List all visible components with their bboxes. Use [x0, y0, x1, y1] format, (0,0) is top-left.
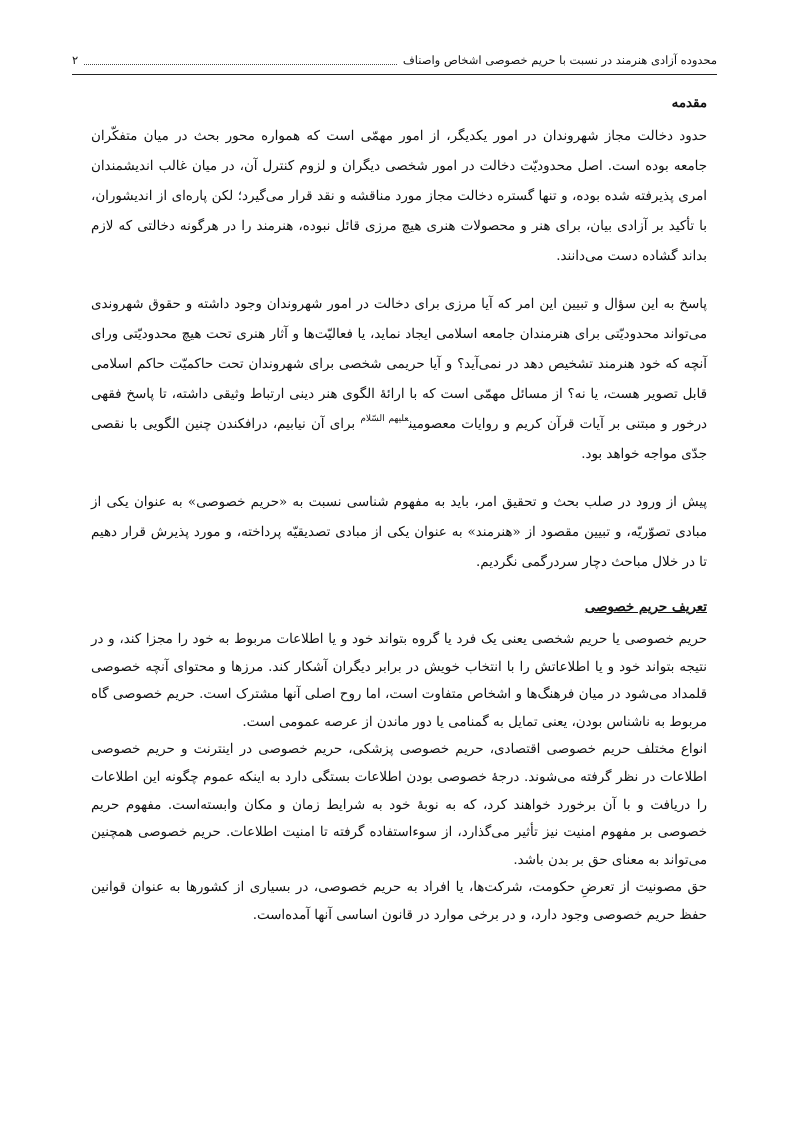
page-number: ۲ [72, 53, 79, 67]
header-dot-leader [84, 56, 397, 65]
header-title: محدوده آزادی هنرمند در نسبت با حریم خصوصی اشخاص واصناف [402, 53, 717, 67]
intro-paragraph-2-text: پاسخ به این سؤال و تبیین این امر که آیا مرزی برای دخالت در امور شهروندان وجود داشته و حقوق شهروندی می‌تواند محدودیّتی برای هنرمندان جامعه اسلامی ایجاد نماید، یا فعالیّت‌ها و آثار هنری تحت هیچ محدودیّتی ورای آنچه که خود هنرمند تشخیص دهد در نمی‌آید؟ و آیا حریمی شخصی برای شهروندان تحت حاکمیّت حاکم اسلامی قابل تصویر هست، یا نه؟ از مسائل مهمّی است که با ارائهٔ الگوی هنر دینی ارتباط وثیقی داشته، تا پاسخ فقهی درخور و مبتنی بر آیات قرآن کریم و روایات معصومین [91, 297, 707, 432]
running-header [72, 50, 717, 70]
intro-paragraph-2 [91, 290, 707, 470]
definition-paragraph-2: انواع مختلف حریم خصوصی اقتصادی، حریم خصوصی پزشکی، حریم خصوصی در اینترنت و حریم خصوصی اطلاعات در نظر گرفته می‌شوند. درجهٔ خصوصی بودن اطلاعات بستگی دارد به اینکه عموم چگونه این اطلاعات را دریافت و با آن برخورد خواهند کرد، که به نوبهٔ خود به شرایط زمان و مکان وابسته‌است. مفهوم حریم خصوصی بر مفهوم امنیت نیز تأثیر می‌گذارد، از سوءاستفاده گرفته تا امنیت اطلاعات. حریم خصوصی همچنین می‌تواند به معنای حق بر بدن باشد. [91, 742, 707, 868]
definition-heading: تعریف حریم خصوصی [584, 599, 707, 615]
header-rule [72, 74, 717, 75]
intro-section [91, 92, 707, 578]
page-body [91, 92, 707, 930]
definition-section [91, 596, 707, 930]
definition-paragraph-1: حریم خصوصی یا حریم شخصی یعنی یک فرد یا گروه بتواند خود و یا اطلاعات مربوط به خود را مجزا کند، و در نتیجه بتواند خود و یا اطلاعاتش را با انتخاب خویش در برابر دیگران آشکار کند. مرزها و محتوای آنچه خصوصی قلمداد می‌شود در میان فرهنگ‌ها و اشخاص متفاوت است، اما روح اصلی آنها مشترک است. حریم خصوصی گاه مربوط به ناشناس بودن، یعنی تمایل به گمنامی یا دور ماندن از عرصه عمومی است. [91, 632, 707, 730]
honorific-superscript: علیهم السّلام [360, 414, 409, 424]
intro-paragraph-1: حدود دخالت مجاز شهروندان در امور یکدیگر، از امور مهمّی است که همواره محور بحث در میان متفکّران جامعه بوده است. اصل محدودیّت دخالت در امور شخصی دیگران و لزوم کنترل آن، در میان غالب اندیشمندان امری پذیرفته شده بوده، و تنها گستره دخالت مجاز مورد مناقشه و نقد قرار می‌گیرد؛ لکن پاره‌ای از اندیشوران، با تأکید بر آزادی بیان، برای هنر و محصولات هنری هیچ مرزی قائل نبوده، هنرمند را در هرگونه دخالتی که لازم بداند گشاده دست می‌دانند. [91, 129, 707, 264]
intro-paragraph-3: پیش از ورود در صلب بحث و تحقیق امر، باید به مفهوم شناسی نسبت به «حریم خصوصی» به عنوان یکی از مبادی تصوّریّه، و تبیین مقصود از «هنرمند» به عنوان یکی از مبادی تصدیقیّه پرداخته، و مورد پذیرش قرار دهیم تا در خلال مباحث دچار سردرگمی نگردیم. [91, 495, 707, 570]
definition-paragraph-3: حق مصونیت از تعرضِ حکومت، شرکت‌ها، یا افراد به حریم خصوصی، در بسیاری از کشورها به عنوان قوانین حفظ حریم خصوصی وجود دارد، و در برخی موارد در قانون اساسی آنها آمده‌است. [91, 880, 707, 923]
intro-heading: مقدمه [671, 95, 707, 111]
intro-paragraph-2-end: برای آن نیابیم، درافکندن چنین الگویی با نقصی جدّی مواجه خواهد بود. [91, 417, 707, 462]
